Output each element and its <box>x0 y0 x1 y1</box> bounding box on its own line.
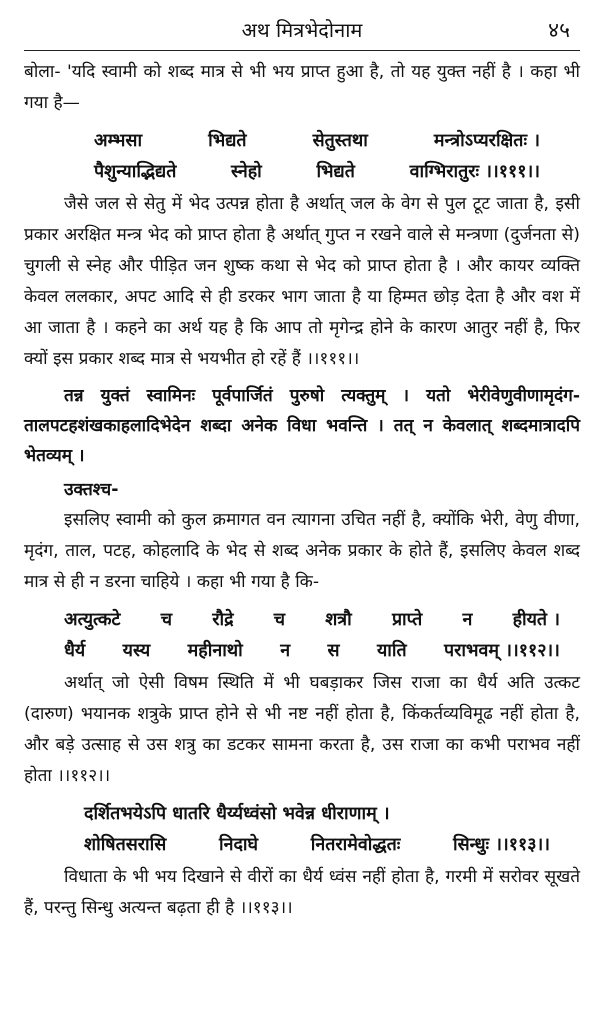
verse-word: भिद्यते <box>316 161 355 182</box>
heading-uktam: उक्तश्च- <box>64 480 119 500</box>
verse-word: अत्युत्कटे <box>64 609 121 630</box>
paragraph-commentary-112: अर्थात् जो ऐसी विषम स्थिति में भी घबड़ाकर जिस राजा का धैर्य अति उत्कट (दारुण) भयानक शत्रुके प्राप्त होने से भी नष्ट नहीं होता है, किंकर्तव्यविमूढ नहीं होता है, और बड़े उत्साह से उस शत्रु का डटकर सामना करता है, उस राजा का कभी पराभव नहीं होता ।।११२।। <box>24 673 580 786</box>
verse-word: स <box>327 640 340 661</box>
paragraph-intro: बोला- 'यदि स्वामी को शब्द मात्र से भी भय प्राप्त हुआ है, तो यह युक्त नहीं है । कहा भी गया है— <box>24 62 580 113</box>
verse-111 <box>24 125 580 187</box>
verse-word: च <box>160 609 172 630</box>
verse-word: याति <box>376 640 407 661</box>
verse-word: न <box>462 609 473 630</box>
paragraph-explanation: इसलिए स्वामी को कुल क्रमागत वन त्यागना उचित नहीं है, क्योंकि भेरी, वेणु वीणा, मृदंग, ताल, पटह, कोहलादि के भेद से शब्द अनेक प्रकार के होते हैं, इसलिए केवल शब्द मात्र से ही न डरना चाहिये । कहा भी गया है कि- <box>24 510 580 592</box>
paragraph-commentary-113: विधाता के भी भय दिखाने से वीरों का धैर्य ध्वंस नहीं होता है, गरमी में सरोवर सूखते हैं, परन्तु सिन्धु अत्यन्त बढ़ता ही है ।।११३।। <box>24 867 580 918</box>
verse-113 <box>24 798 580 860</box>
verse-line <box>64 635 560 666</box>
verse-112 <box>24 604 580 666</box>
verse-word: नितरामेवोद्धतः <box>310 834 401 855</box>
verse-word: हीयते । <box>512 609 560 630</box>
verse-line <box>64 604 560 635</box>
paragraph-commentary-111: जैसे जल से सेतु में भेद उत्पन्न होता है अर्थात् जल के वेग से पुल टूट जाता है, इसी प्रकार अरक्षित मन्त्र भेद को प्राप्त होता है अर्थात् गुप्त न रखने वाले से मन्त्रणा (दुर्जनता से) चुगली से स्नेह और पीड़ित जन शुष्क कथा से भेद को प्राप्त होता है । और कायर व्यक्ति केवल ललकार, अपट आदि से ही डरकर भाग जाता है या हिम्मत छोड़ देता है और वश में आ जाता है । कहने का अर्थ यह है कि आप तो मृगेन्द्र होने के कारण आतुर नहीं है, फिर क्यों इस प्रकार शब्द मात्र से भयभीत हो रहें हैं ।।१११।। <box>24 194 580 369</box>
verse-word: निदाघे <box>218 834 259 855</box>
verse-word: शोषितसरासि <box>84 834 167 855</box>
verse-word: स्नेहो <box>231 161 262 182</box>
verse-word: पराभवम् ।।११२।। <box>444 640 560 661</box>
verse-word: महीनाथो <box>187 640 243 661</box>
verse-word: यस्य <box>122 640 151 661</box>
page-number: ४५ <box>548 18 570 42</box>
verse-word: सिन्धुः ।।११३।। <box>453 834 550 855</box>
verse-word: मन्त्रोऽप्यरक्षितः । <box>433 130 540 151</box>
verse-line <box>94 125 540 156</box>
verse-word: च <box>273 609 286 630</box>
verse-line <box>94 156 540 187</box>
page-header <box>24 10 580 51</box>
verse-word: न <box>280 640 291 661</box>
verse-word: अम्भसा <box>94 130 143 151</box>
verse-word: प्राप्ते <box>391 609 423 630</box>
verse-word: सेतुस्तथा <box>312 130 368 151</box>
verse-word: शत्रौ <box>325 609 352 630</box>
verse-line <box>84 798 550 829</box>
verse-word: रौद्रे <box>212 609 234 630</box>
sanskrit-prose: तन्न युक्तं स्वामिनः पूर्वपार्जितं पुरुषो त्यक्तुम् । यतो भेरीवेणुवीणामृदंग-तालपटहशंखकाहलादिभेदेन शब्दा अनेक विधा भवन्ति । तत् न केवलात् शब्दमात्रादपि भेतव्यम् । <box>24 386 580 466</box>
verse-word: भिद्यते <box>208 130 247 151</box>
verse-word: धैर्य <box>64 640 86 661</box>
verse-word: वाग्भिरातुरः ।।१११।। <box>409 161 540 182</box>
verse-word: पैशुन्याद्भिद्यते <box>94 161 177 182</box>
verse-text: दर्शितभयेऽपि धातरि धैर्य्यध्वंसो भवेन्न धीराणाम् । <box>84 803 390 824</box>
running-title: अथ मित्रभेदोनाम <box>241 18 363 42</box>
verse-line <box>84 829 550 860</box>
